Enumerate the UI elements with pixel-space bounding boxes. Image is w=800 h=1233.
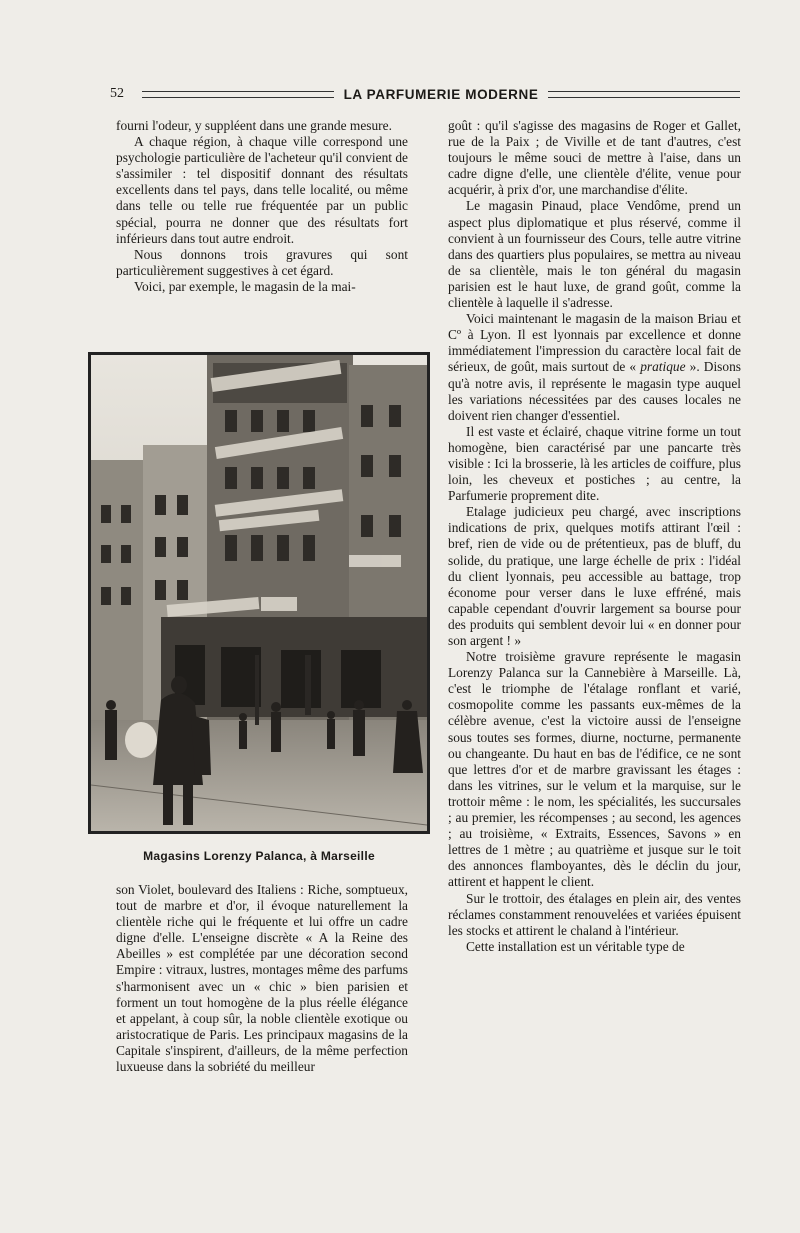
text-run: ». Disons qu'à notre avis, il représente le magasin type auquel les variations nécessitées par des causes locales ne doivent rien changer d'essentiel. — [448, 359, 741, 423]
italic-word: pratique — [640, 359, 686, 375]
paragraph: Le magasin Pinaud, place Vendôme, prend un aspect plus diplomatique et plus réservé, comme il convient à un fournisseur des Cours, telle autre vitrine dans des quartiers plus populaires, se mettra au niveau de sa clientèle, mais le ton général du magasin parisien est le haut luxe, de grand goût, comme la clientèle à laquelle il s'adresse. — [448, 198, 741, 311]
paragraph: Sur le trottoir, des étalages en plein air, des ventes réclames constamment renouvelées et variées épuisent les stocks et attirent le chaland à l'intérieur. — [448, 890, 741, 938]
running-title: LA PARFUMERIE MODERNE — [343, 86, 539, 102]
left-column-top — [116, 118, 408, 295]
left-column-bottom — [116, 882, 408, 1075]
paragraph: Voici, par exemple, le magasin de la mai- — [134, 278, 356, 294]
page-number: 52 — [110, 86, 124, 101]
paragraph: son Violet, boulevard des Italiens : Riche, somptueux, tout de marbre et d'or, il évoque naturellement la clientèle riche qui le fréquente et lui offre un cadre digne d'elle. L'enseigne discrète « A la Reine des Abeilles » est complétée par une décoration second Empire : vitraux, lustres, montages même des parfums s'harmonisent avec un « chic » bien parisien et forment un tout homogène de la plus réelle élégance et appelant, à coup sûr, la noble clientèle exotique ou aristocratique de Paris. Les principaux magasins de la Capitale s'inspirent, d'ailleurs, de la même perfection luxueuse dans la sobriété du meilleur — [116, 882, 408, 1075]
paragraph: Nous donnons trois gravures qui sont particulièrement suggestives à cet égard. — [116, 246, 408, 278]
paragraph: goût : qu'il s'agisse des magasins de Roger et Gallet, rue de la Paix ; de Viville et de tant d'autres, c'est toujours le même souci de mettre à l'aise, dans un cadre digne d'elle, une clientèle d'élite, venue pour acquérir, à prix d'or, une marchandise d'élite. — [448, 118, 741, 198]
paragraph: A chaque région, à chaque ville correspond une psychologie particulière de l'acheteur qu'il convient de s'assimiler : tel dispositif donnant des résultats excellents dans tel pays, dans telle localité, ou même dans telle ou telle rue fréquentée par un public spécial, pourra ne donner que des résultats fort inférieurs dans tout autre endroit. — [116, 134, 408, 246]
header-rule-right — [548, 91, 740, 98]
paragraph: Notre troisième gravure représente le magasin Lorenzy Palanca sur la Cannebière à Marseille. Là, c'est le triomphe de l'étalage ronflant et varié, cosmopolite comme les passants eux-mêmes de la célèbre avenue, c'est la victoire aussi de l'enseigne sous toutes ses formes, diurne, nocturne, permanente ou changeante. Du haut en bas de l'édifice, ce ne sont que lettres d'or et de marbre gravissant les étages : dans les vitrines, sur le velum et la marquise, sur le trottoir même : le nom, les spécialités, les succursales ; au premier, les récompenses ; au second, les agences ; au troisième, « Extraits, Essences, Savons » en lettres de 1 mètre ; au quatrième et jusque sur le toit des annonces flamboyantes, dès le déclin du jour, attirent et happent le client. — [448, 649, 741, 890]
paragraph: Il est vaste et éclairé, chaque vitrine forme un tout homogène, bien caractérisé par une pancarte très visible : Ici la brosserie, là les articles de coiffure, plus loin, les cheveux et postiches ; au centre, la Parfumerie proprement dite. — [448, 423, 741, 504]
header-rule-left — [142, 91, 334, 98]
paragraph: Cette installation est un véritable type de — [466, 938, 685, 954]
paragraph — [448, 311, 741, 424]
paragraph: Etalage judicieux peu chargé, avec inscriptions indications de prix, quelques motifs attirant l'œil : bref, rien de vide ou de prétentieux, pas de bluff, du solide, du pratique, une large échelle de prix : l'idéal du client lyonnais, peu accessible au battage, trop économe pour verser dans le luxe effréné, mais capable cependant d'ouvrir largement sa bourse pour des produits qui semblent devoir lui « en donner pour son argent ! » — [448, 504, 741, 648]
page-header — [110, 84, 740, 104]
text-run: Voici maintenant le magasin de la maison Briau et Cº à Lyon. Il est lyonnais par excellence et donne immédiatement l'impression du caractère local fait de sérieux, de goût, mais surtout de « — [448, 311, 741, 375]
right-column — [448, 118, 741, 955]
figure-caption: Magasins Lorenzy Palanca, à Marseille — [143, 849, 375, 863]
storefront-photograph — [88, 352, 430, 834]
paragraph: fourni l'odeur, y suppléent dans une grande mesure. — [116, 118, 392, 133]
